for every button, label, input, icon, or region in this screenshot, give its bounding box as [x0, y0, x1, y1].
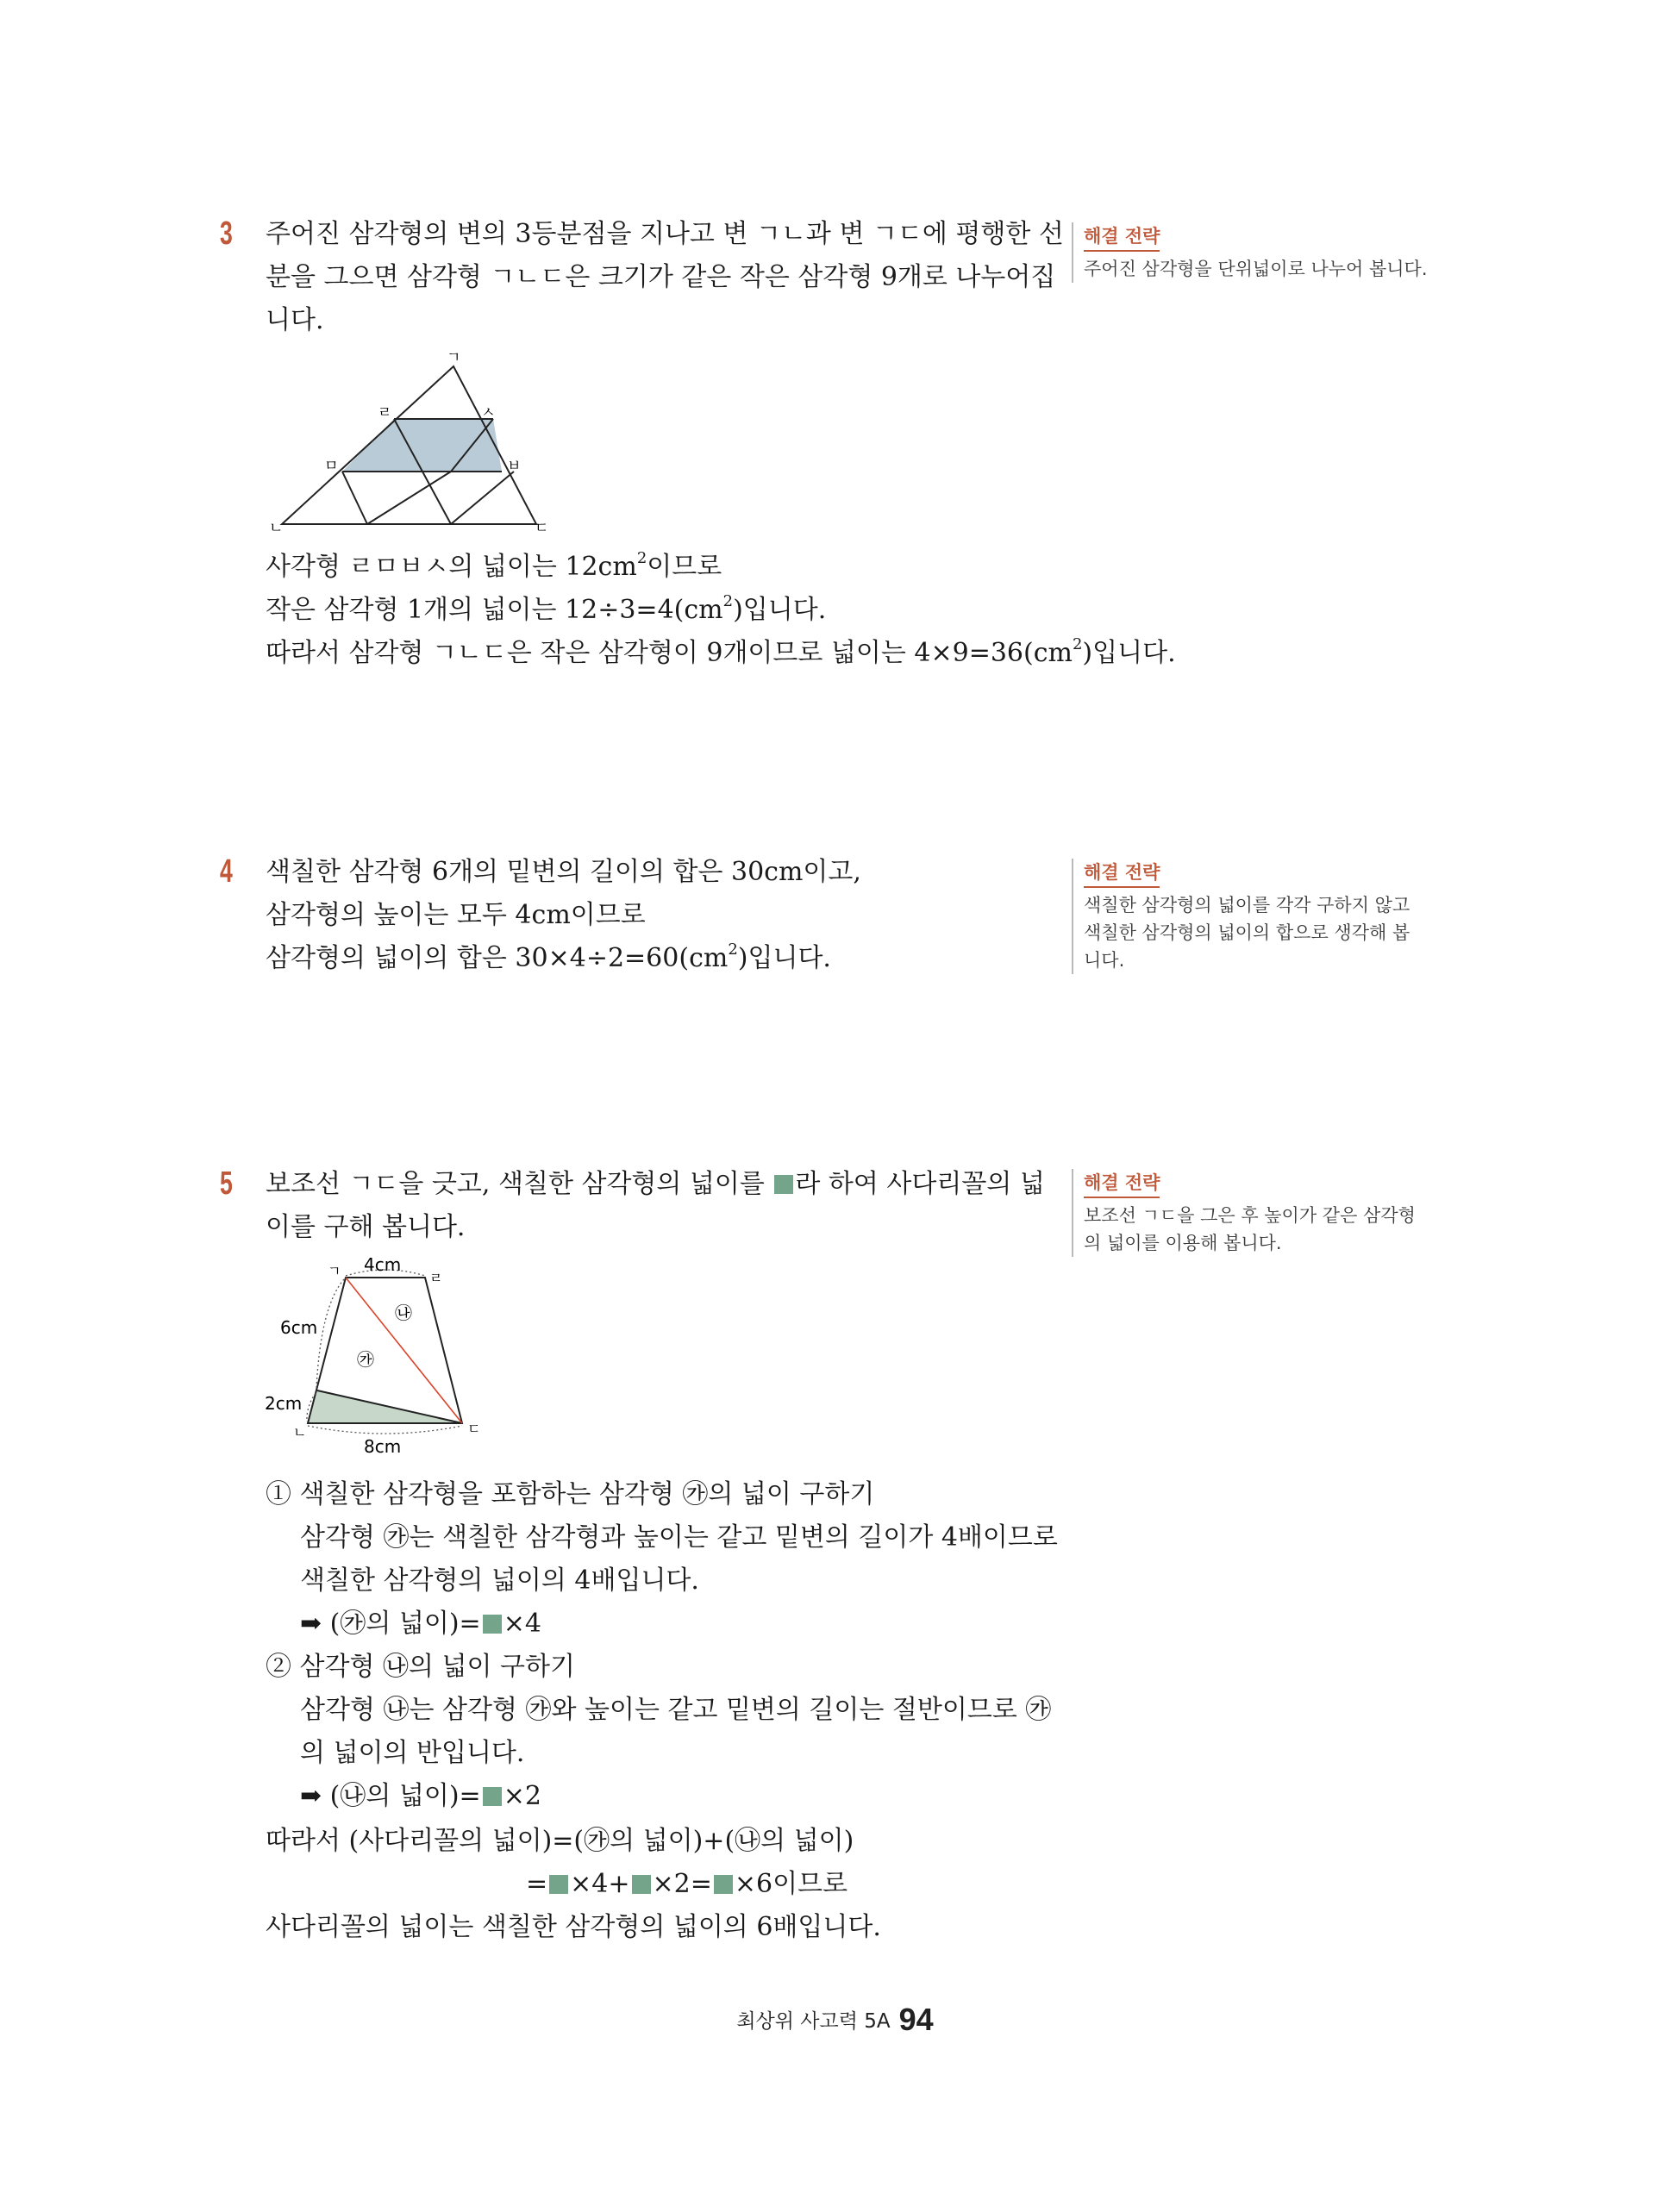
problem-4-line-2: 삼각형의 높이는 모두 4cm이므로 [266, 900, 646, 930]
label-d: ㄷ [467, 1421, 481, 1437]
strategy-text-3: 니다. [1084, 950, 1125, 971]
label-top: 4cm [364, 1254, 402, 1275]
label-n: ㄴ [269, 520, 284, 537]
problem-4-strategy [1072, 859, 1463, 974]
page-number: 94 [898, 2002, 934, 2037]
problem-4-number: 4 [220, 853, 233, 890]
shaded-quadrilateral [342, 419, 502, 472]
strategy-text-1: 보조선 ㄱㄷ을 그은 후 높이가 같은 삼각형 [1084, 1205, 1416, 1226]
step-2-line-1: 삼각형 ㉯는 삼각형 ㉮와 높이는 같고 밑변의 길이는 절반이므로 ㉮ [300, 1695, 1052, 1725]
step-2-line-2: 의 넓이의 반입니다. [300, 1738, 525, 1768]
conclusion-line-2: = ×4+ ×2= ×6이므로 [526, 1869, 848, 1899]
step-1-line-1: 삼각형 ㉮는 색칠한 삼각형과 높이는 같고 밑변의 길이가 4배이므로 [300, 1522, 1058, 1553]
step-1-title: ① 색칠한 삼각형을 포함하는 삼각형 ㉮의 넓이 구하기 [266, 1479, 875, 1509]
label-n: ㄴ [293, 1424, 307, 1440]
strategy-title: 해결 전략 [1084, 860, 1160, 888]
strategy-title: 해결 전략 [1084, 1171, 1160, 1198]
shaded-area-square [774, 1175, 793, 1194]
label-b: ㅂ [507, 458, 522, 475]
problem-3-strategy [1072, 222, 1463, 283]
label-m: ㅁ [324, 458, 339, 475]
problem-4-line-1: 색칠한 삼각형 6개의 밑변의 길이의 합은 30cm이고, [266, 857, 861, 887]
problem-4-line-3: 삼각형의 넓이의 합은 $30\times 4\div 2=60(cm^2)$입니다. [266, 940, 831, 973]
strategy-text-2: 색칠한 삼각형의 넓이의 합으로 생각해 봅 [1084, 922, 1410, 943]
step-1-equation: ➡ (㉮의 넓이)= ×4 [300, 1609, 541, 1639]
conclusion-line-1: 따라서 (사다리꼴의 넓이)=(㉮의 넓이)+(㉯의 넓이) [266, 1826, 854, 1856]
problem-5-line-1: 보조선 ㄱㄷ을 긋고, 색칠한 삼각형의 넓이를 라 하여 사다리꼴의 넓 [266, 1169, 1045, 1199]
label-d: ㄷ [535, 520, 549, 537]
problem-3-text-line-1: 주어진 삼각형의 변의 3등분점을 지나고 변 ㄱㄴ과 변 ㄱㄷ에 평행한 선 [266, 219, 1064, 249]
page-footer [0, 2002, 1670, 2038]
problem-3-text-line-3: 니다. [266, 305, 324, 335]
conclusion-line-3: 사다리꼴의 넓이는 색칠한 삼각형의 넓이의 6배입니다. [266, 1912, 881, 1942]
label-left: 6cm [280, 1317, 318, 1338]
step-2-equation: ➡ (㉯의 넓이)= ×2 [300, 1781, 541, 1811]
problem-5-strategy [1072, 1169, 1463, 1257]
problem-3-number: 3 [220, 216, 233, 252]
problem-5-number: 5 [220, 1165, 233, 1202]
label-s: ㅅ [481, 404, 496, 422]
problem-3-figure [259, 345, 569, 539]
label-na: ㉯ [395, 1303, 412, 1323]
label-r: ㄹ [378, 404, 392, 422]
problem-5-figure [259, 1250, 500, 1461]
problem-3-solution-line-3: 따라서 삼각형 ㄱㄴㄷ은 작은 삼각형이 9개이므로 넓이는 $4\times 9=36(cm^2)$입니다. [266, 635, 1176, 668]
label-bottom: 8cm [364, 1436, 402, 1457]
problem-3-text-line-2: 분을 그으면 삼각형 ㄱㄴㄷ은 크기가 같은 작은 삼각형 9개로 나누어집 [266, 262, 1056, 292]
problem-3-solution-line-1: 사각형 ㄹㅁㅂㅅ의 넓이는 $12cm^2$이므로 [266, 549, 722, 582]
book-title: 최상위 사고력 5A [736, 2010, 891, 2033]
label-g: ㄱ [328, 1263, 341, 1279]
label-ga: ㉮ [357, 1349, 374, 1370]
step-1-line-2: 색칠한 삼각형의 넓이의 4배입니다. [300, 1565, 699, 1596]
label-left-small: 2cm [265, 1393, 303, 1414]
problem-5-line-2: 이를 구해 봅니다. [266, 1212, 466, 1242]
strategy-text: 주어진 삼각형을 단위넓이로 나누어 봅니다. [1084, 259, 1428, 279]
step-2-title: ② 삼각형 ㉯의 넓이 구하기 [266, 1652, 575, 1682]
strategy-title: 해결 전략 [1084, 224, 1160, 252]
strategy-text-1: 색칠한 삼각형의 넓이를 각각 구하지 않고 [1084, 895, 1410, 915]
label-r: ㄹ [429, 1270, 443, 1286]
label-g: ㄱ [447, 349, 461, 366]
strategy-text-2: 의 넓이를 이용해 봅니다. [1084, 1233, 1282, 1253]
problem-3-solution-line-2: 작은 삼각형 1개의 넓이는 $12\div 3=4(cm^2)$입니다. [266, 592, 827, 625]
